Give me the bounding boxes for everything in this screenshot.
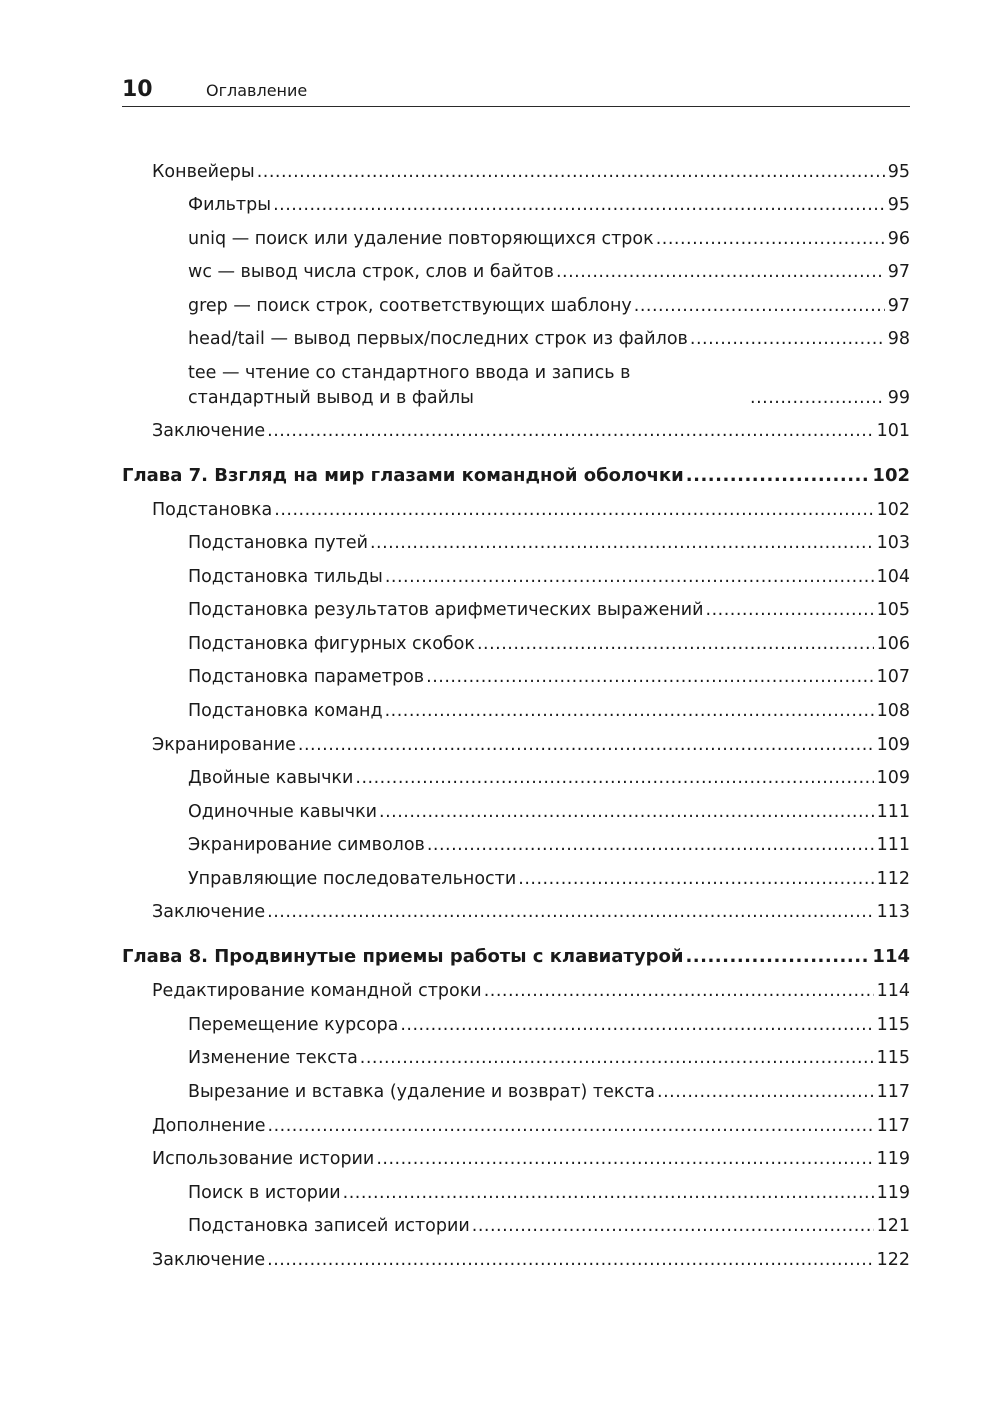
toc-entry-page: 114 xyxy=(872,946,910,967)
toc-entry-title: Подстановка записей истории xyxy=(188,1216,470,1236)
dot-leader xyxy=(273,193,885,218)
toc-entry-page: 103 xyxy=(876,533,910,553)
toc-entry[interactable] xyxy=(188,1181,910,1206)
page-header xyxy=(122,74,910,107)
toc-entry-title: Глава 7. Взгляд на мир глазами командной оболочки xyxy=(122,465,684,486)
toc-entry-page: 106 xyxy=(876,634,910,654)
toc-entry[interactable] xyxy=(188,260,910,285)
dot-leader xyxy=(343,1181,874,1206)
dot-leader xyxy=(370,531,874,556)
toc-entry[interactable] xyxy=(188,1046,910,1071)
page-number: 10 xyxy=(122,77,153,102)
toc-entry[interactable] xyxy=(188,1013,910,1038)
dot-leader xyxy=(360,1046,874,1071)
toc-entry-page: 104 xyxy=(876,567,910,587)
toc-entry-title: Экранирование xyxy=(152,735,296,755)
toc-entry-title: tee — чтение со стандартного ввода и запись в стандартный вывод и в файлы xyxy=(188,363,631,408)
toc-entry-page: 98 xyxy=(887,329,910,349)
toc-entry[interactable] xyxy=(188,800,910,825)
toc-entry-page: 101 xyxy=(876,421,910,441)
toc-entry-title: Дополнение xyxy=(152,1116,266,1136)
dot-leader xyxy=(656,227,885,252)
toc-entry-title: Заключение xyxy=(152,421,266,441)
toc-entry[interactable] xyxy=(188,699,910,724)
dot-leader xyxy=(634,294,885,319)
toc-entry-page: 117 xyxy=(876,1082,910,1102)
toc-chapter-entry[interactable] xyxy=(122,944,910,969)
dot-leader xyxy=(385,565,874,590)
toc-entry[interactable] xyxy=(188,565,910,590)
toc-entry-page: 99 xyxy=(887,388,910,408)
dot-leader xyxy=(355,766,873,791)
toc-entry-page: 115 xyxy=(876,1048,910,1068)
toc-entry-title: Подстановка xyxy=(152,500,273,520)
toc-entry[interactable] xyxy=(188,665,910,690)
toc-entry-title: wc — вывод числа строк, слов и байтов xyxy=(188,262,554,282)
dot-leader xyxy=(690,327,885,352)
toc-entry-title: Подстановка команд xyxy=(188,701,383,721)
dot-leader xyxy=(379,800,874,825)
toc-chapter-entry[interactable] xyxy=(122,463,910,488)
toc-entry[interactable] xyxy=(188,327,910,352)
toc-entry-page: 122 xyxy=(876,1250,910,1270)
toc-entry-page: 95 xyxy=(887,195,910,215)
toc-entry-title: Экранирование символов xyxy=(188,835,425,855)
dot-leader xyxy=(257,160,885,185)
dot-leader xyxy=(385,699,874,724)
dot-leader xyxy=(298,733,874,758)
toc-entry-page: 97 xyxy=(887,262,910,282)
toc-entry-title: Подстановка фигурных скобок xyxy=(188,634,475,654)
toc-entry[interactable] xyxy=(152,160,910,185)
dot-leader xyxy=(400,1013,873,1038)
toc-entry[interactable] xyxy=(152,1147,910,1172)
toc-entry[interactable] xyxy=(188,193,910,218)
toc-entry[interactable] xyxy=(152,733,910,758)
toc-entry-page: 109 xyxy=(876,768,910,788)
toc-entry-title: Использование истории xyxy=(152,1149,375,1169)
toc-entry-page: 95 xyxy=(887,162,910,182)
toc-entry-page: 121 xyxy=(876,1216,910,1236)
toc-entry[interactable] xyxy=(152,900,910,925)
toc-entry-page: 105 xyxy=(876,600,910,620)
toc-entry-page: 102 xyxy=(872,465,910,486)
toc-entry-title: Подстановка путей xyxy=(188,533,368,553)
toc-entry-title: Подстановка тильды xyxy=(188,567,383,587)
dot-leader xyxy=(427,833,874,858)
dot-leader xyxy=(750,386,885,411)
dot-leader xyxy=(657,1080,874,1105)
toc-entry-page: 119 xyxy=(876,1149,910,1169)
toc-entry[interactable] xyxy=(152,979,910,1004)
toc-entry-title: Заключение xyxy=(152,902,266,922)
toc-entry[interactable] xyxy=(188,833,910,858)
dot-leader xyxy=(518,867,873,892)
toc-entry-page: 113 xyxy=(876,902,910,922)
toc-entry-title: Конвейеры xyxy=(152,162,255,182)
dot-leader xyxy=(472,1214,874,1239)
toc-entry[interactable] xyxy=(188,598,910,623)
toc-entry-title: head/tail — вывод первых/последних строк из файлов xyxy=(188,329,688,349)
dot-leader xyxy=(477,632,874,657)
toc-entry-title: grep — поиск строк, соответствующих шаблону xyxy=(188,296,632,316)
toc-entry[interactable] xyxy=(188,1214,910,1239)
toc-entry-title: Подстановка результатов арифметических выражений xyxy=(188,600,704,620)
toc-entry[interactable] xyxy=(188,766,910,791)
toc-entry-title: Двойные кавычки xyxy=(188,768,354,788)
toc-entry-title: Одиночные кавычки xyxy=(188,802,378,822)
dot-leader xyxy=(267,419,873,444)
toc-entry-title: Глава 8. Продвинутые приемы работы с клавиатурой xyxy=(122,946,684,967)
toc-entry[interactable] xyxy=(152,1248,910,1273)
toc-entry-title: Заключение xyxy=(152,1250,266,1270)
toc-entry[interactable] xyxy=(152,498,910,523)
dot-leader xyxy=(376,1147,873,1172)
toc-entry[interactable] xyxy=(188,1080,910,1105)
dot-leader xyxy=(267,900,873,925)
dot-leader xyxy=(426,665,873,690)
toc-entry-title: Изменение текста xyxy=(188,1048,358,1068)
toc-entry[interactable] xyxy=(188,632,910,657)
toc-entry[interactable] xyxy=(188,867,910,892)
toc-entry-page: 96 xyxy=(887,229,910,249)
toc-entry[interactable] xyxy=(152,1114,910,1139)
dot-leader xyxy=(274,498,873,523)
toc-entry-title: Редактирование командной строки xyxy=(152,981,482,1001)
dot-leader xyxy=(268,1114,874,1139)
toc-entry-page: 109 xyxy=(876,735,910,755)
toc-entry[interactable] xyxy=(188,531,910,556)
toc-entry-title: Фильтры xyxy=(188,195,272,215)
toc-entry-page: 119 xyxy=(876,1183,910,1203)
toc-entry-page: 111 xyxy=(876,802,910,822)
toc-entry-title: uniq — поиск или удаление повторяющихся строк xyxy=(188,229,654,249)
running-head: Оглавление xyxy=(206,81,308,100)
dot-leader xyxy=(484,979,874,1004)
toc-entry-page: 111 xyxy=(876,835,910,855)
toc-entry[interactable] xyxy=(188,227,910,252)
toc-entry-page: 117 xyxy=(876,1116,910,1136)
toc-entry-page: 107 xyxy=(876,667,910,687)
toc-entry-page: 115 xyxy=(876,1015,910,1035)
dot-leader xyxy=(685,944,869,969)
toc-entry-page: 102 xyxy=(876,500,910,520)
toc-entry-title: Вырезание и вставка (удаление и возврат) текста xyxy=(188,1082,655,1102)
toc-entry[interactable] xyxy=(188,294,910,319)
toc-entry[interactable] xyxy=(188,361,910,411)
toc-entry-page: 112 xyxy=(876,869,910,889)
toc-entry[interactable] xyxy=(152,419,910,444)
dot-leader xyxy=(556,260,885,285)
toc-entry-title: Перемещение курсора xyxy=(188,1015,399,1035)
toc-entry-page: 97 xyxy=(887,296,910,316)
toc-entry-title: Управляющие последовательности xyxy=(188,869,517,889)
toc-entry-title: Подстановка параметров xyxy=(188,667,425,687)
dot-leader xyxy=(706,598,874,623)
dot-leader xyxy=(267,1248,873,1273)
toc-entry-page: 108 xyxy=(876,701,910,721)
toc-entry-title: Поиск в истории xyxy=(188,1183,341,1203)
toc-entry-page: 114 xyxy=(876,981,910,1001)
dot-leader xyxy=(686,463,870,488)
